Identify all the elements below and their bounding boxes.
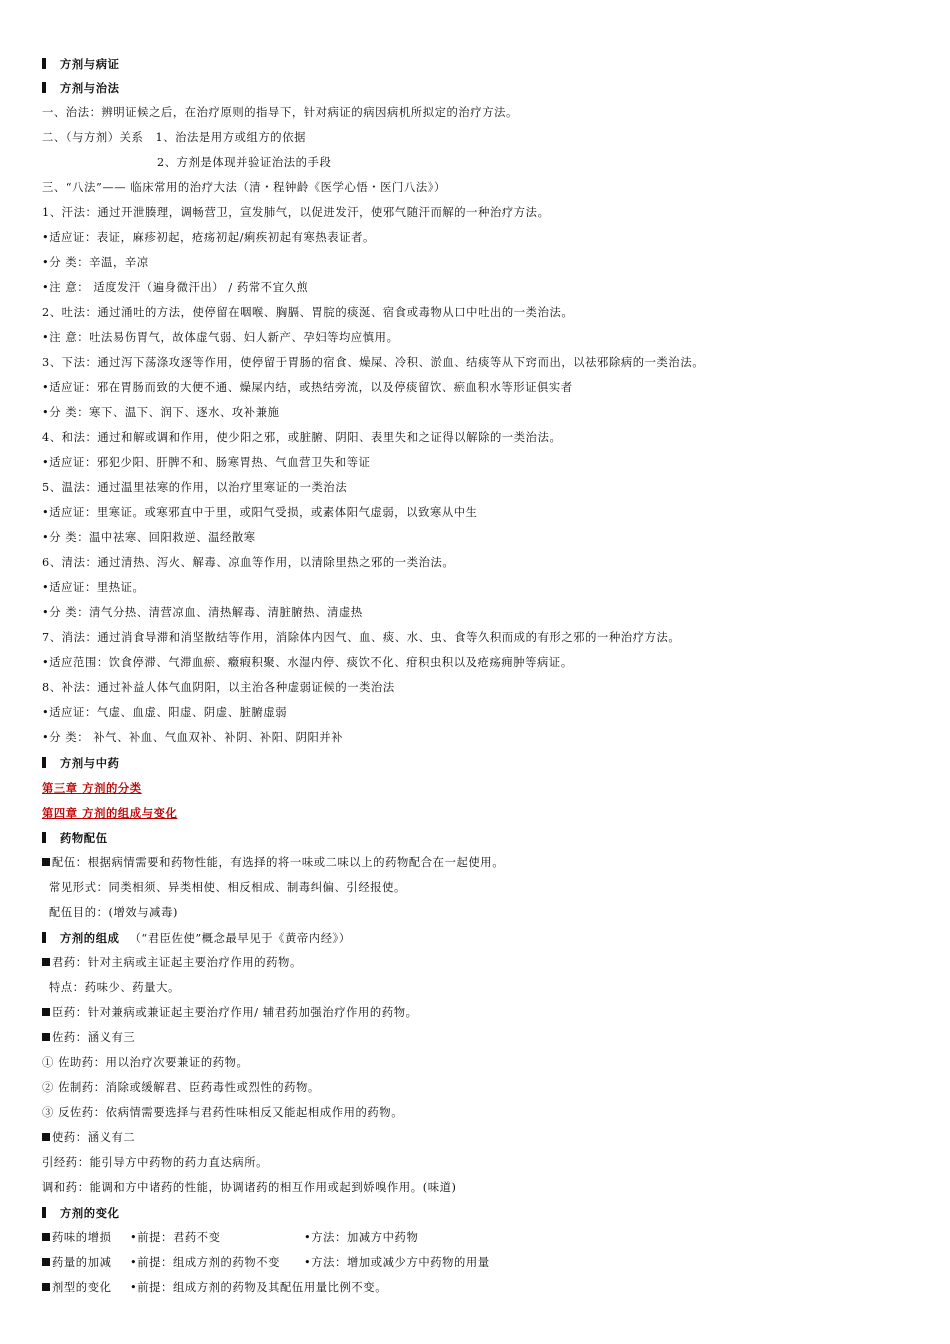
text-line: 2、方剂是体现并验证治法的手段 xyxy=(157,156,332,169)
text-line: •分 类：清气分热、清营凉血、清热解毒、清脏腑热、清虚热 xyxy=(42,606,363,619)
text-line: 配伍目的：(增效与减毒) xyxy=(49,906,178,919)
heading-fangji-zhongyao: 方剂与中药 xyxy=(42,755,120,771)
square-bullet-icon xyxy=(42,1008,50,1016)
text-line: 6、清法：通过清热、泻火、解毒、凉血等作用，以清除里热之邪的一类治法。 xyxy=(42,556,455,569)
variation-row: 药量的加减 •前提：组成方剂的药物不变 •方法：增加或减少方中药物的用量 xyxy=(42,1255,902,1271)
heading-fangji-zucheng: 方剂的组成 （“君臣佐使”概念最早见于《黄帝内经》） xyxy=(42,930,351,947)
text-line: 2、吐法：通过涌吐的方法，使停留在咽喉、胸膈、胃脘的痰涎、宿食或毒物从口中吐出的一类治法。 xyxy=(42,306,574,319)
text-line: •适应证：邪犯少阳、肝脾不和、肠寒胃热、气血营卫失和等证 xyxy=(42,456,371,469)
variation-premise: •前提：君药不变 xyxy=(130,1231,221,1244)
heading-fangji-bianhua: 方剂的变化 xyxy=(42,1205,120,1221)
heading-marker xyxy=(42,58,46,69)
text-line: 特点：药味少、药量大。 xyxy=(49,981,180,994)
text-line: 1、汗法：通过开泄腠理，调畅营卫，宣发肺气，以促进发汗，使邪气随汗而解的一种治疗方法。 xyxy=(42,206,550,219)
square-bullet-icon xyxy=(42,958,50,966)
text-line: 一、治法：辨明证候之后，在治疗原则的指导下，针对病证的病因病机所拟定的治疗方法。 xyxy=(42,106,518,119)
square-bullet-icon xyxy=(42,1133,50,1141)
text-line: ③ 反佐药：依病情需要选择与君药性味相反又能起相成作用的药物。 xyxy=(42,1106,404,1119)
text-line: 臣药：针对兼病或兼证起主要治疗作用/ 辅君药加强治疗作用的药物。 xyxy=(42,1005,418,1021)
variation-method: •方法：加减方中药物 xyxy=(304,1231,419,1244)
text-line: •分 类：寒下、温下、润下、逐水、攻补兼施 xyxy=(42,406,280,419)
variation-method: •方法：增加或减少方中药物的用量 xyxy=(304,1256,490,1269)
heading-marker xyxy=(42,1207,46,1218)
heading-fangji-bingzheng: 方剂与病证 xyxy=(42,56,120,72)
text-line: 君药：针对主病或主证起主要治疗作用的药物。 xyxy=(42,955,302,971)
text-line: •分 类： 补气、补血、气血双补、补阴、补阳、阴阳并补 xyxy=(42,731,344,744)
square-bullet-icon xyxy=(42,858,50,866)
chapter-3-link[interactable]: 第三章 方剂的分类 xyxy=(42,781,142,795)
chapter-4-link[interactable]: 第四章 方剂的组成与变化 xyxy=(42,806,178,820)
text-line: •适应证：邪在胃肠而致的大便不通、燥屎内结，或热结旁流，以及停痰留饮、瘀血积水等形证俱实者 xyxy=(42,381,573,394)
text-line: 三、“八法”—— 临床常用的治疗大法（清・程钟龄《医学心悟・医门八法》） xyxy=(42,181,446,194)
square-bullet-icon xyxy=(42,1233,50,1241)
text-line: ② 佐制药：消除或缓解君、臣药毒性或烈性的药物。 xyxy=(42,1081,320,1094)
text-line: 8、补法：通过补益人体气血阴阳，以主治各种虚弱证候的一类治法 xyxy=(42,681,395,694)
square-bullet-icon xyxy=(42,1283,50,1291)
text-line: 常见形式：同类相须、异类相使、相反相成、制毒纠偏、引经报使。 xyxy=(49,881,406,894)
variation-premise: •前提：组成方剂的药物不变 xyxy=(130,1256,281,1269)
text-line: 佐药：涵义有三 xyxy=(42,1030,135,1046)
square-bullet-icon xyxy=(42,1033,50,1041)
heading-marker xyxy=(42,832,46,843)
text-line: 5、温法：通过温里祛寒的作用，以治疗里寒证的一类治法 xyxy=(42,481,348,494)
text-line: •适应证：里寒证。或寒邪直中于里，或阳气受损，或素体阳气虚弱，以致寒从中生 xyxy=(42,506,478,519)
text-line: 使药：涵义有二 xyxy=(42,1130,135,1146)
square-bullet-icon xyxy=(42,1258,50,1266)
text-line: 引经药：能引导方中药物的药力直达病所。 xyxy=(42,1156,269,1169)
variation-row: 药味的增损 •前提：君药不变 •方法：加减方中药物 xyxy=(42,1230,902,1246)
text-line: 二、（与方剂）关系 1、治法是用方或组方的依据 xyxy=(42,131,306,144)
text-line: •适应证：里热证。 xyxy=(42,581,145,594)
variation-row: 剂型的变化 •前提：组成方剂的药物及其配伍用量比例不变。 xyxy=(42,1280,902,1296)
text-line: •分 类：辛温，辛凉 xyxy=(42,256,149,269)
heading-marker xyxy=(42,932,46,943)
text-line: •注 意：吐法易伤胃气，故体虚气弱、妇人新产、孕妇等均应慎用。 xyxy=(42,331,399,344)
text-line: 调和药：能调和方中诸药的性能，协调诸药的相互作用或起到娇嗅作用。(味道) xyxy=(42,1181,457,1194)
text-line: •分 类：温中祛寒、回阳救逆、温经散寒 xyxy=(42,531,256,544)
text-line: •注 意： 适度发汗（遍身微汗出） / 药常不宜久煎 xyxy=(42,281,309,294)
text-line: 4、和法：通过和解或调和作用，使少阳之邪，或脏腑、阴阳、表里失和之证得以解除的一类治法。 xyxy=(42,431,562,444)
text-line: •适应证：表证，麻疹初起，疮疡初起/痢疾初起有寒热表证者。 xyxy=(42,231,375,244)
heading-fangji-zhifa: 方剂与治法 xyxy=(42,80,120,96)
text-line: 7、消法：通过消食导滞和消坚散结等作用，消除体内因气、血、痰、水、虫、食等久积而成的有形之邪的一种治疗方法。 xyxy=(42,631,681,644)
variation-premise: •前提：组成方剂的药物及其配伍用量比例不变。 xyxy=(130,1281,388,1294)
text-line: •适应证：气虚、血虚、阳虚、阴虚、脏腑虚弱 xyxy=(42,706,288,719)
text-line: 配伍：根据病情需要和药物性能，有选择的将一味或二味以上的药物配合在一起使用。 xyxy=(42,855,504,871)
heading-yaowu-peiwu: 药物配伍 xyxy=(42,830,108,846)
text-line: •适应范围：饮食停滞、气滞血瘀、癥瘕积聚、水湿内停、痰饮不化、疳积虫积以及疮疡痈肿等病证。 xyxy=(42,656,573,669)
heading-marker xyxy=(42,757,46,768)
text-line: 3、下法：通过泻下荡涤攻逐等作用，使停留于胃肠的宿食、燥屎、冷积、淤血、结痰等从下窍而出，以祛邪除病的一类治法。 xyxy=(42,356,705,369)
heading-marker xyxy=(42,82,46,93)
text-line: ① 佐助药：用以治疗次要兼证的药物。 xyxy=(42,1056,249,1069)
